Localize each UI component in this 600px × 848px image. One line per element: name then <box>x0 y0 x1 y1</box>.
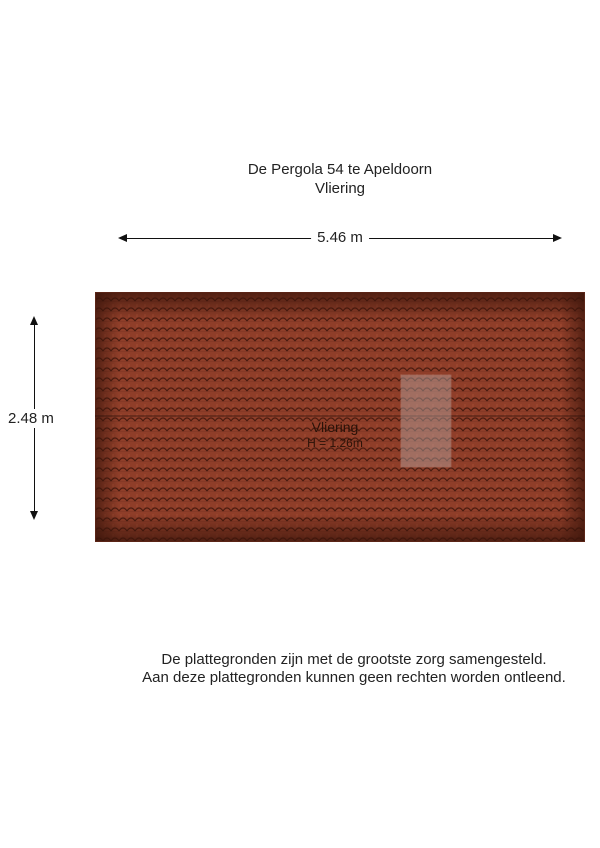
floor-name-title: Vliering <box>314 180 366 197</box>
depth-dimension-label: 2.48 m <box>8 410 54 427</box>
disclaimer-line-1: De plattegronden zijn met de grootste zorg samengesteld. <box>161 651 547 668</box>
arrow-right-icon <box>553 234 562 242</box>
room-height: H = 1.26m <box>307 436 363 450</box>
arrow-left-icon <box>118 234 127 242</box>
disclaimer-line-2: Aan deze plattegronden kunnen geen rechten worden ontleend. <box>142 669 566 686</box>
plan-address-title: De Pergola 54 te Apeldoorn <box>247 161 433 178</box>
arrow-up-icon <box>30 316 38 325</box>
roof-floor-plan <box>95 292 585 542</box>
arrow-down-icon <box>30 511 38 520</box>
width-dimension-label: 5.46 m <box>311 228 369 248</box>
roof-tiles-graphic <box>95 292 585 542</box>
width-dimension <box>118 228 562 248</box>
room-name: Vliering <box>311 419 359 435</box>
